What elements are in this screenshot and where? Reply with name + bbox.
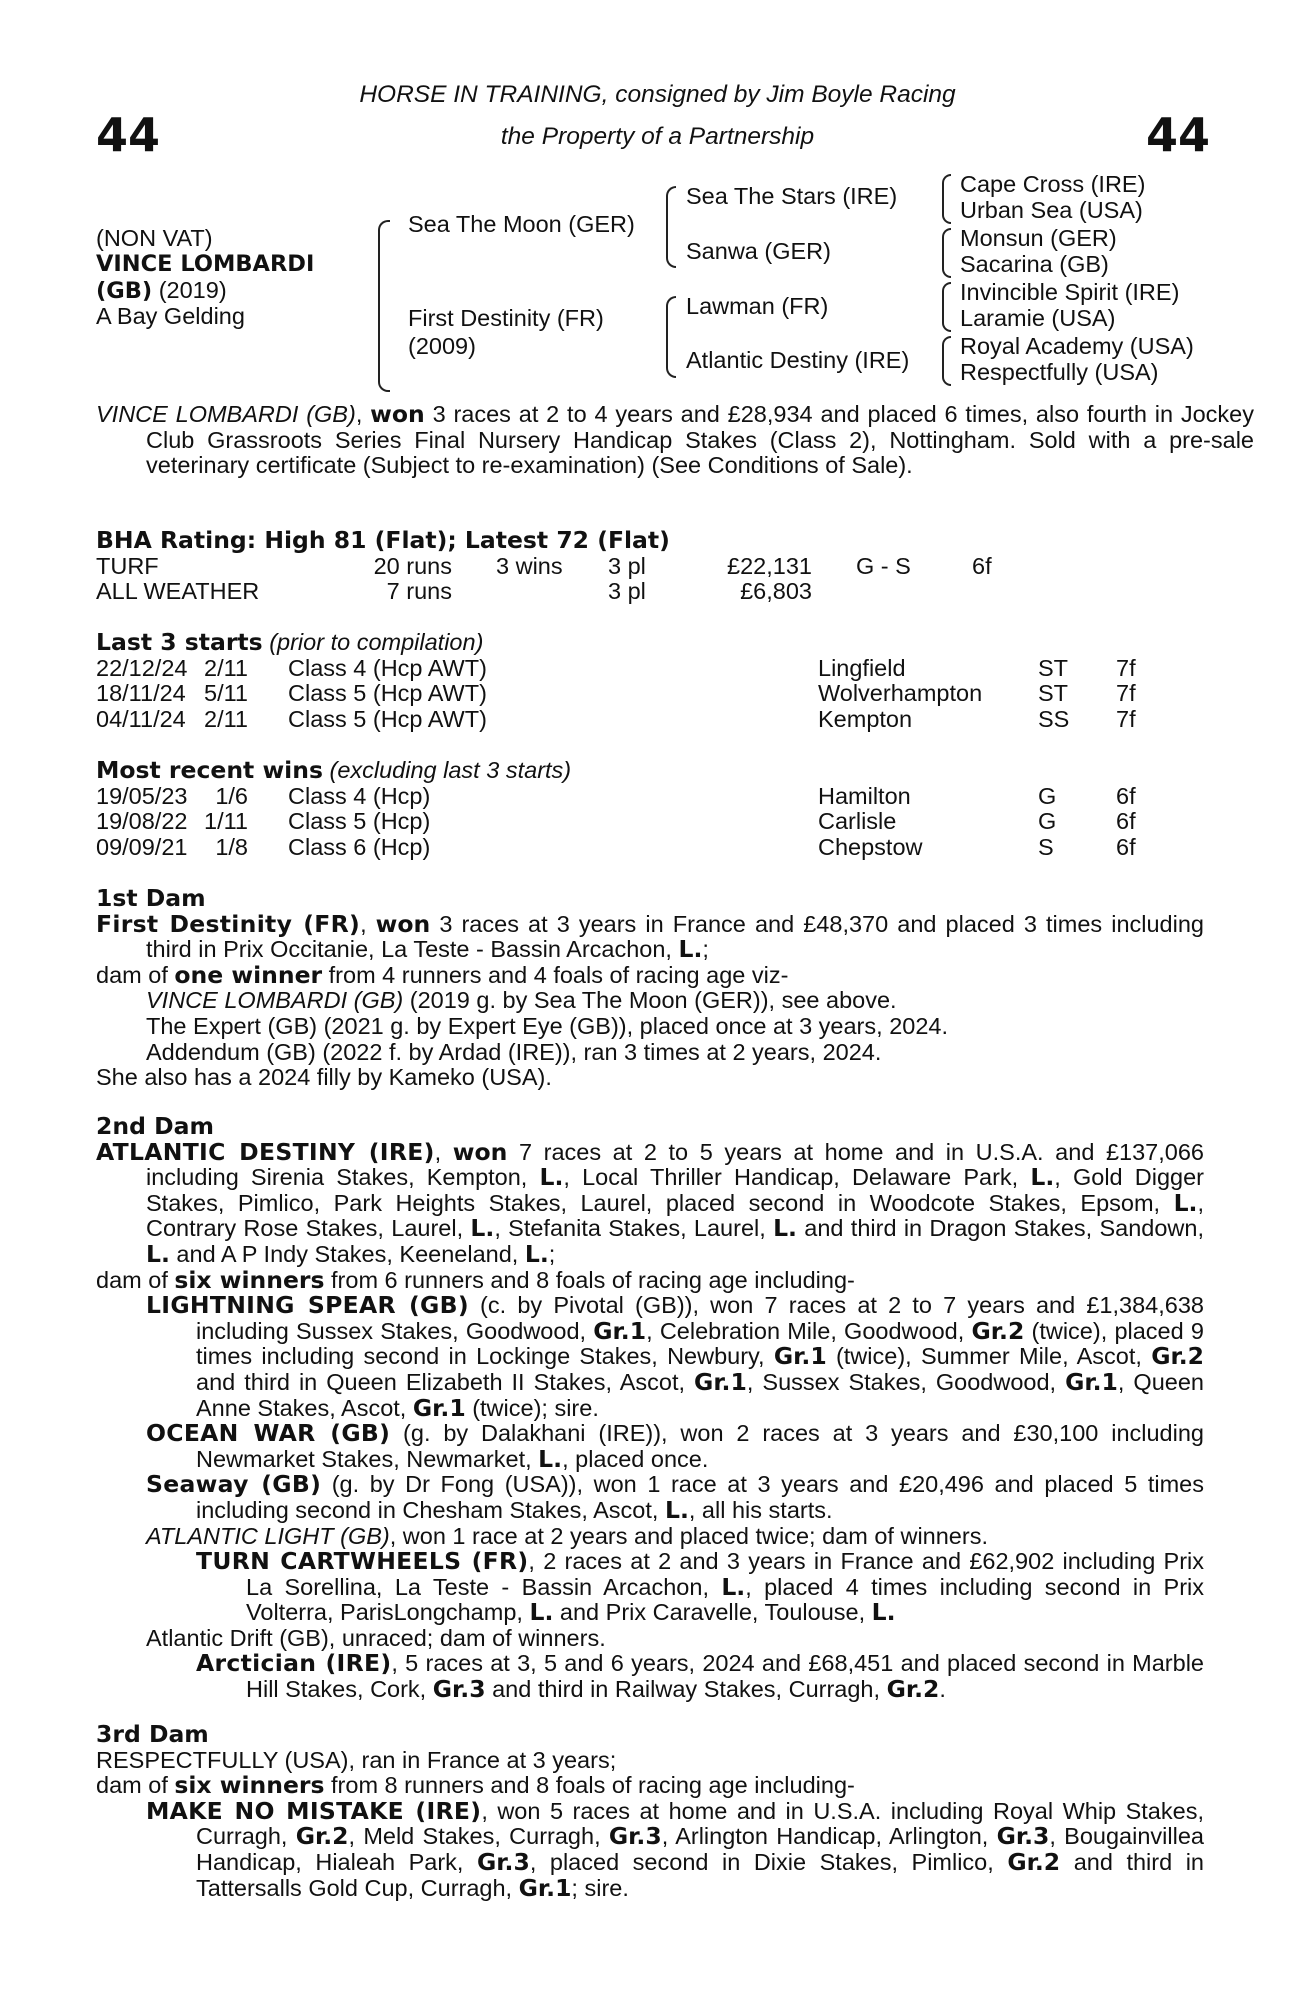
first-dam-section	[96, 886, 1204, 1091]
pedigree-brace-sd	[942, 228, 951, 278]
recent-wins-section	[96, 758, 1204, 860]
pedigree-dam: First Destinity (FR)	[408, 305, 604, 331]
first-dam-foal: The Expert (GB) (2021 g. by Expert Eye (GB)), placed once at 3 years, 2024.	[146, 1012, 948, 1039]
rating-row-turf: TURF 20 runs 3 wins 3 pl £22,131 G - S 6f	[96, 552, 992, 579]
pedigree-sdd: Sacarina (GB)	[960, 251, 1109, 277]
second-dam-produce: dam of six winners from 6 runners and 8 foals of racing age including-	[96, 1265, 855, 1294]
pedigree-sds: Monsun (GER)	[960, 225, 1117, 251]
pedigree-brace-ss	[942, 174, 951, 224]
last3-row: 22/12/24 2/11 Class 4 (Hcp AWT) Lingfield ST 7f	[96, 654, 1136, 681]
pedigree-dds: Royal Academy (USA)	[960, 333, 1194, 359]
pedigree-brace-ds	[942, 282, 951, 332]
second-dam-heading: 2nd Dam	[96, 1112, 214, 1140]
consignor-line: HORSE IN TRAINING, consigned by Jim Boyle Racing	[359, 81, 956, 108]
pedigree-sss: Cape Cross (IRE)	[960, 171, 1146, 197]
horse-summary: VINCE LOMBARDI (GB), won 3 races at 2 to 4 years and £28,934 and placed 6 times, also fourth in Jockey Club Grassroots Series Final Nursery Handicap Stakes (Class 2), Nottingham. Sold with a pre-sale veterinary certificate (Subject to re-examination) (See Conditions of Sale).	[96, 400, 1254, 479]
last3-heading: Last 3 starts (prior to compilation)	[96, 628, 484, 656]
horse-origin-year: (GB) (2019)	[96, 277, 227, 304]
produce-turn-cartwheels: TURN CARTWHEELS (FR), 2 races at 2 and 3 years in France and £62,902 including Prix La Sorellina, La Teste - Bassin Arcachon, L., placed 4 times including second in Prix Volterra, ParisLongchamp, L. and Prix Caravelle, Toulouse, L.	[196, 1547, 1205, 1627]
lot-number-left: 44	[96, 108, 161, 162]
pedigree-dam-year: (2009)	[408, 333, 476, 359]
last3-row: 18/11/24 5/11 Class 5 (Hcp AWT) Wolverhampton ST 7f	[96, 680, 1136, 707]
first-dam-note: She also has a 2024 filly by Kameko (USA).	[96, 1064, 552, 1091]
first-dam-heading: 1st Dam	[96, 884, 206, 912]
pedigree-ddd: Respectfully (USA)	[960, 359, 1159, 385]
pedigree-brace-main	[378, 220, 390, 392]
lot-number-right: 44	[1146, 108, 1211, 162]
pedigree-dam-dam: Atlantic Destiny (IRE)	[686, 347, 910, 373]
rating-row-all-weather: ALL WEATHER 7 runs 3 pl £6,803	[96, 578, 812, 605]
property-line: the Property of a Partnership	[500, 123, 815, 150]
produce-ocean-war: OCEAN WAR (GB) (g. by Dalakhani (IRE)), won 2 races at 3 years and £30,100 including Newmarket Stakes, Newmarket, L., placed once.	[146, 1419, 1204, 1473]
recent-win-row: 09/09/21 1/8 Class 6 (Hcp) Chepstow S 6f	[96, 833, 1136, 860]
third-dam-section	[96, 1722, 1204, 1901]
recent-win-row: 19/05/23 1/6 Class 4 (Hcp) Hamilton G 6f	[96, 782, 1136, 809]
vat-status: (NON VAT)	[96, 225, 213, 251]
horse-name: VINCE LOMBARDI	[96, 251, 315, 277]
third-dam-produce: dam of six winners from 8 runners and 8 foals of racing age including-	[96, 1771, 855, 1800]
last3-section	[96, 630, 1204, 732]
pedigree-sire-sire: Sea The Stars (IRE)	[686, 183, 898, 209]
pedigree-brace-dd	[942, 336, 951, 386]
pedigree-dam-sire: Lawman (FR)	[686, 293, 829, 319]
last3-row: 04/11/24 2/11 Class 5 (Hcp AWT) Kempton SS 7f	[96, 705, 1136, 732]
pedigree-dss: Invincible Spirit (IRE)	[960, 279, 1180, 305]
pedigree-dsd: Laramie (USA)	[960, 305, 1116, 331]
rating-section	[96, 528, 1204, 605]
pedigree-sire: Sea The Moon (GER)	[408, 211, 635, 237]
recent-win-row: 19/08/22 1/11 Class 5 (Hcp) Carlisle G 6f	[96, 808, 1136, 835]
first-dam-foal: VINCE LOMBARDI (GB) (2019 g. by Sea The Moon (GER)), see above.	[146, 987, 897, 1014]
produce-atlantic-light: ATLANTIC LIGHT (GB), won 1 race at 2 years and placed twice; dam of winners.	[146, 1522, 988, 1549]
rating-heading: BHA Rating: High 81 (Flat); Latest 72 (Flat)	[96, 526, 670, 554]
pedigree-ssd: Urban Sea (USA)	[960, 197, 1143, 223]
pedigree-brace-sire	[666, 186, 676, 268]
horse-description: A Bay Gelding	[96, 303, 245, 329]
first-dam-foal: Addendum (GB) (2022 f. by Ardad (IRE)), ran 3 times at 2 years, 2024.	[146, 1038, 882, 1065]
first-dam-produce: dam of one winner from 4 runners and 4 foals of racing age viz-	[96, 960, 789, 989]
pedigree-brace-dam	[666, 296, 676, 378]
third-dam-heading: 3rd Dam	[96, 1720, 209, 1748]
first-dam-record: First Destinity (FR), won 3 races at 3 years in France and £48,370 and placed 3 times including third in Prix Occitanie, La Teste - Bassin Arcachon, L.;	[96, 909, 1204, 964]
pedigree-sire-dam: Sanwa (GER)	[686, 238, 831, 264]
produce-atlantic-drift: Atlantic Drift (GB), unraced; dam of winners.	[146, 1624, 606, 1651]
produce-arctician: Arctician (IRE), 5 races at 3, 5 and 6 years, 2024 and £68,451 and placed second in Marble Hill Stakes, Cork, Gr.3 and third in Railway Stakes, Curragh, Gr.2.	[196, 1649, 1204, 1704]
second-dam-section	[96, 1114, 1204, 1703]
produce-lightning-spear: LIGHTNING SPEAR (GB) (c. by Pivotal (GB)), won 7 races at 2 to 7 years and £1,384,638 including Sussex Stakes, Goodwood, Gr.1, Celebration Mile, Goodwood, Gr.2 (twice), placed 9 times including second in Lockinge Stakes, Newbury, Gr.1 (twice), Summer Mile, Ascot, Gr.2 and third in Queen Elizabeth II Stakes, Ascot, Gr.1, Sussex Stakes, Goodwood, Gr.1, Queen Anne Stakes, Ascot, Gr.1 (twice); sire.	[146, 1291, 1204, 1422]
produce-seaway: Seaway (GB) (g. by Dr Fong (USA)), won 1 race at 3 years and £20,496 and placed 5 times including second in Chesham Stakes, Ascot, L., all his starts.	[146, 1470, 1204, 1524]
produce-make-no-mistake: MAKE NO MISTAKE (IRE), won 5 races at home and in U.S.A. including Royal Whip Stakes, Curragh, Gr.2, Meld Stakes, Curragh, Gr.3, Arlington Handicap, Arlington, Gr.3, Bougainvillea Handicap, Hialeah Park, Gr.3, placed second in Dixie Stakes, Pimlico, Gr.2 and third in Tattersalls Gold Cup, Curragh, Gr.1; sire.	[146, 1796, 1205, 1902]
recent-wins-heading: Most recent wins (excluding last 3 starts)	[96, 756, 572, 784]
third-dam-record: RESPECTFULLY (USA), ran in France at 3 years;	[96, 1746, 617, 1773]
second-dam-record: ATLANTIC DESTINY (IRE), won 7 races at 2 to 5 years at home and in U.S.A. and £137,066 including Sirenia Stakes, Kempton, L., Local Thriller Handicap, Delaware Park, L., Gold Digger Stakes, Pimlico, Park Heights Stakes, Laurel, placed second in Woodcote Stakes, Epsom, L., Contrary Rose Stakes, Laurel, L., Stefanita Stakes, Laurel, L. and third in Dragon Stakes, Sandown, L. and A P Indy Stakes, Keeneland, L.;	[96, 1137, 1205, 1268]
